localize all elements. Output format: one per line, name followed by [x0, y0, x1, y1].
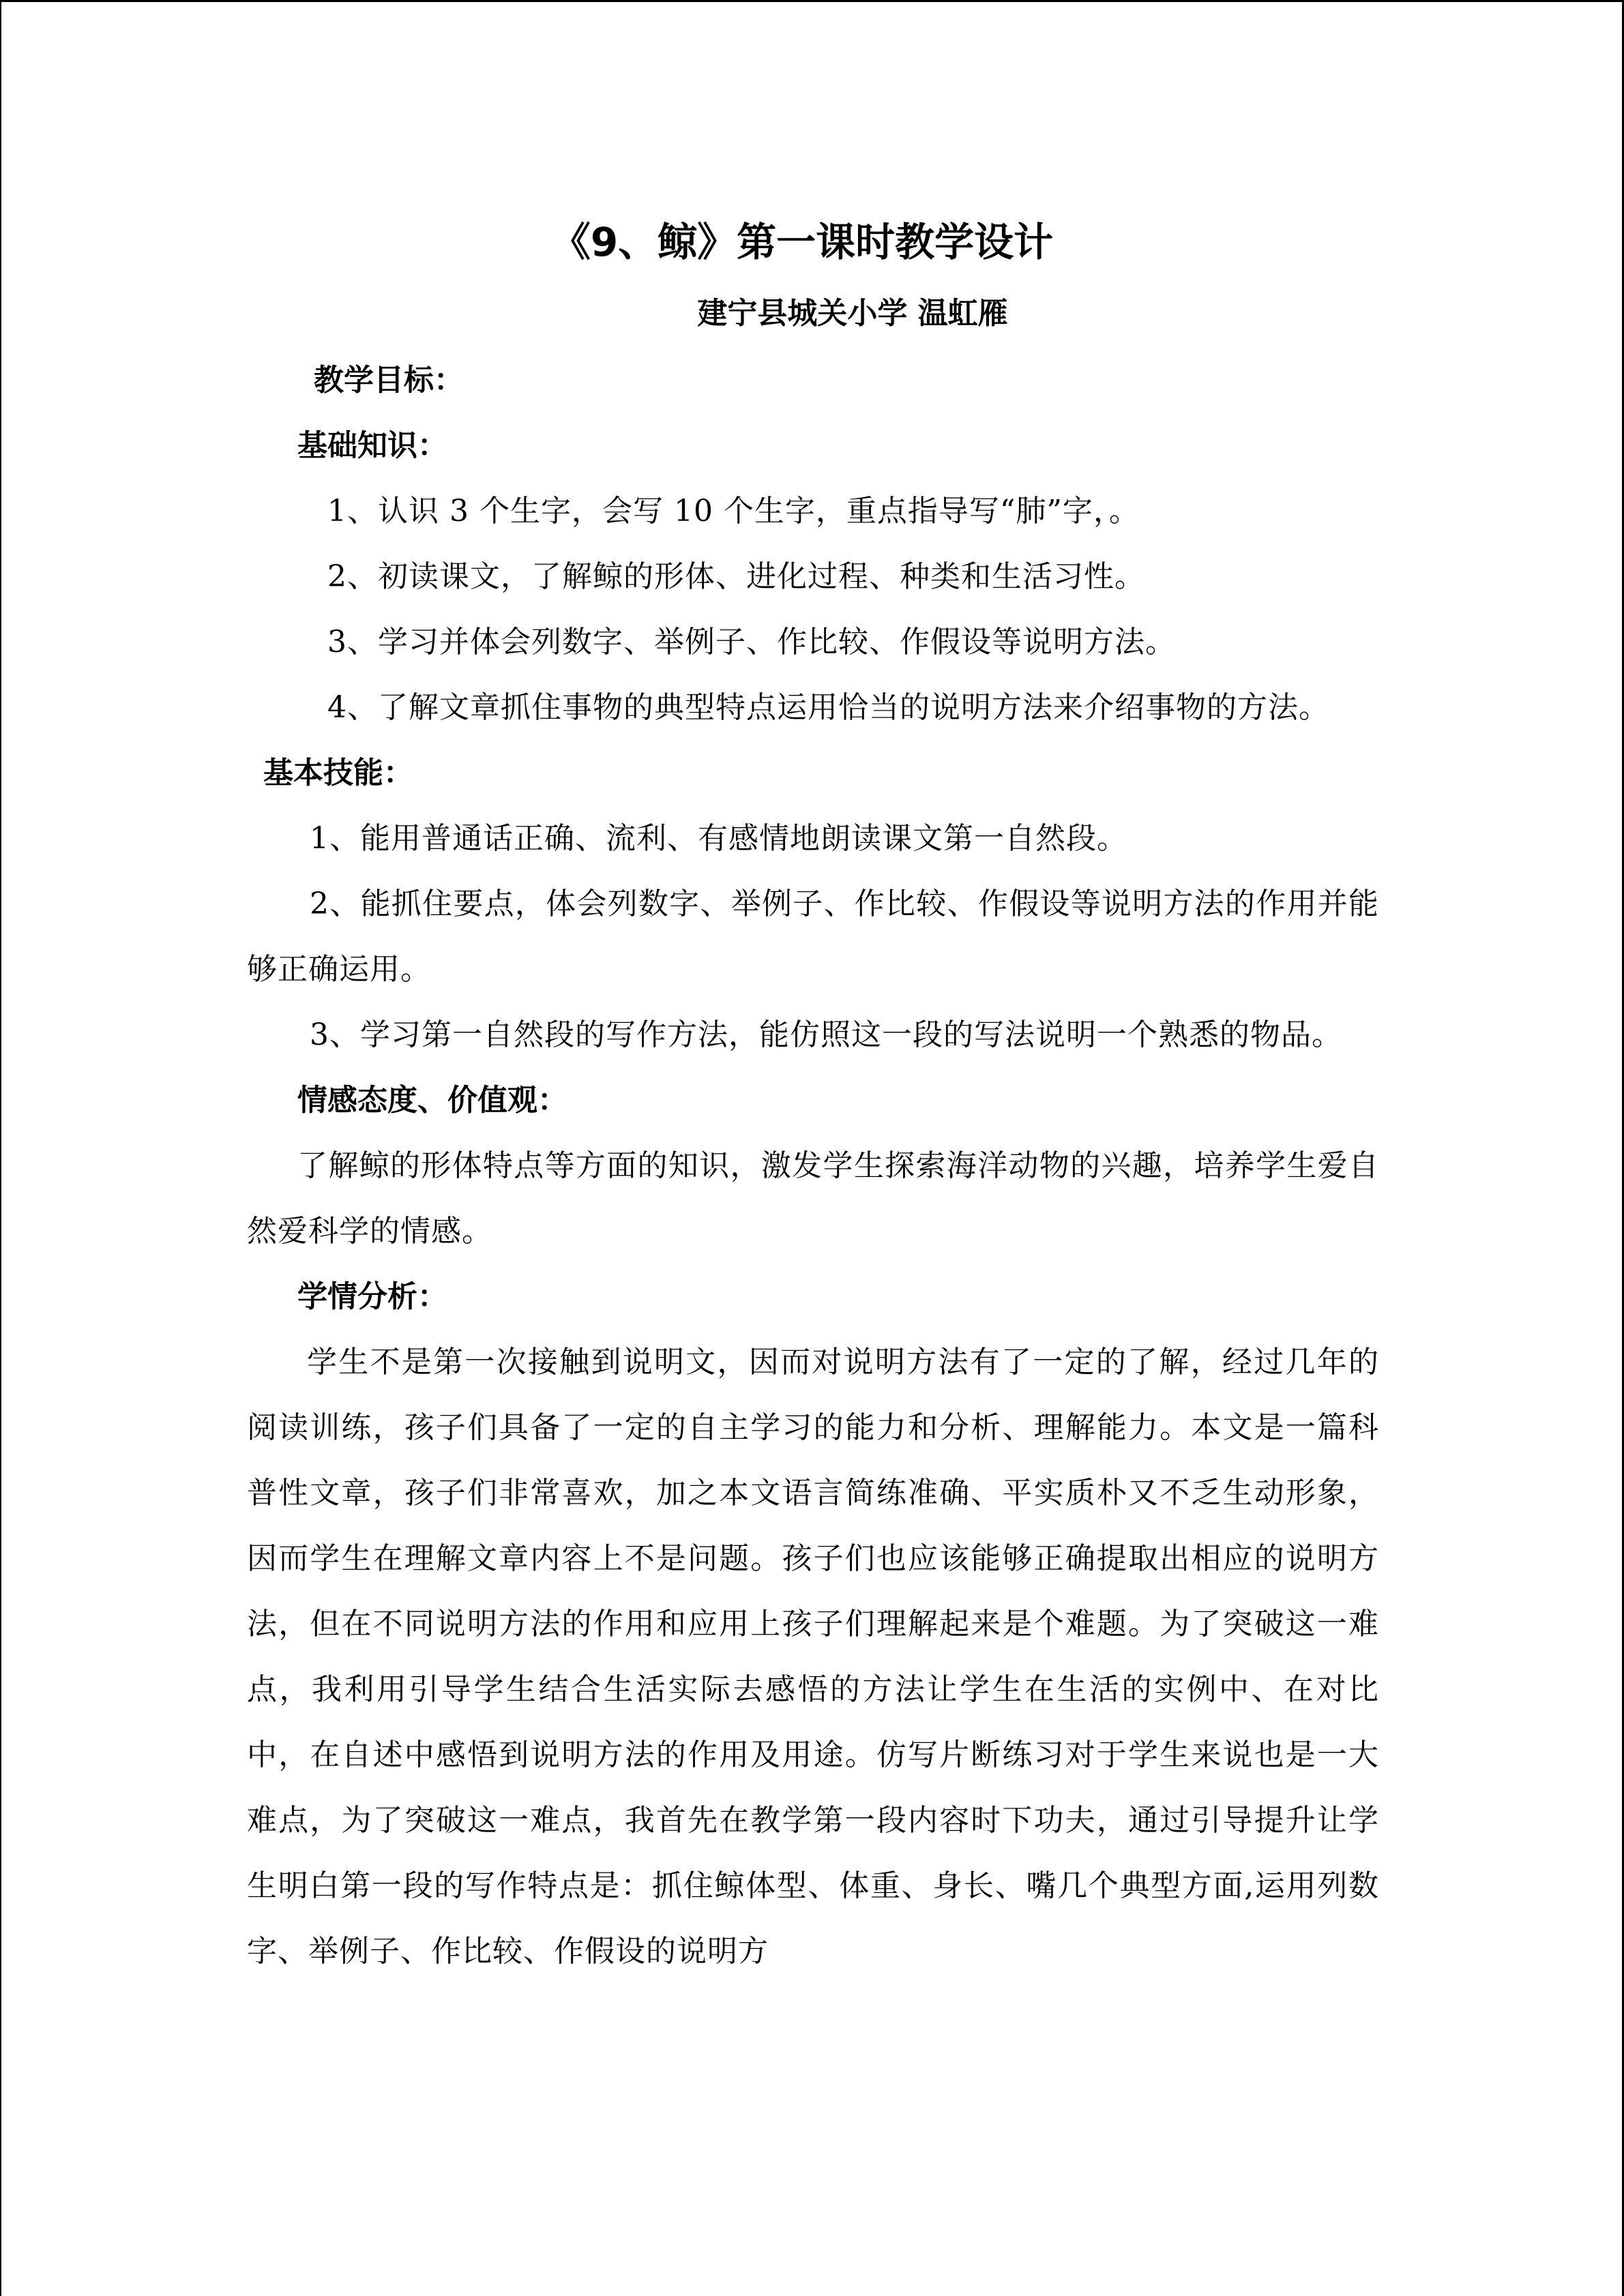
values-heading: 情感态度、价值观：	[297, 1083, 567, 1118]
goals-heading: 教学目标：	[314, 363, 464, 398]
basic-knowledge-item-2: 2、初读课文，了解鲸的形体、进化过程、种类和生活习性。	[327, 559, 1145, 594]
basic-skills-item-2: 2、能抓住要点，体会列数字、举例子、作比较、作假设等说明方法的作用并能够正确运用。	[247, 886, 1379, 987]
basic-skills-heading: 基本技能：	[263, 756, 413, 790]
basic-knowledge-heading: 基础知识：	[297, 428, 447, 463]
basic-knowledge-item-4: 4、了解文章抓住事物的典型特点运用恰当的说明方法来介绍事物的方法。	[327, 690, 1329, 725]
values-text: 了解鲸的形体特点等方面的知识，激发学生探索海洋动物的兴趣，培养学生爱自然爱科学的情感。	[247, 1148, 1379, 1249]
page-border-left	[0, 0, 1, 2296]
basic-knowledge-item-3: 3、学习并体会列数字、举例子、作比较、作假设等说明方法。	[327, 625, 1176, 659]
basic-skills-item-3: 3、学习第一自然段的写作方法，能仿照这一段的写法说明一个熟悉的物品。	[310, 1017, 1342, 1052]
author-line: 建宁县城关小学 温虹雁	[697, 296, 1008, 331]
basic-skills-item-1: 1、能用普通话正确、流利、有感情地朗读课文第一自然段。	[310, 821, 1127, 856]
analysis-text: 学生不是第一次接触到说明文，因而对说明方法有了一定的了解，经过几年的阅读训练，孩子们具备了一定的自主学习的能力和分析、理解能力。本文是一篇科普性文章，孩子们非常喜欢，加之本文语言简练准确、平实质朴又不乏生动形象，因而学生在理解文章内容上不是问题。孩子们也应该能够正确提取出相应的说明方法，但在不同说明方法的作用和应用上孩子们理解起来是个难题。为了突破这一难点，我利用引导学生结合生活实际去感悟的方法让学生在生活的实例中、在对比中，在自述中感悟到说明方法的作用及用途。仿写片断练习对于学生来说也是一大难点，为了突破这一难点，我首先在教学第一段内容时下功夫，通过引导提升让学生明白第一段的写作特点是：抓住鲸体型、体重、身长、嘴几个典型方面,运用列数字、举例子、作比较、作假设的说明方	[247, 1345, 1379, 1969]
document-title: 《9、鲸》第一课时教学设计	[550, 219, 1054, 265]
analysis-heading: 学情分析：	[297, 1279, 447, 1314]
basic-knowledge-item-1: 1、认识 3 个生字，会写 10 个生字，重点指导写“肺”字，。	[327, 494, 1140, 528]
document-page	[247, 205, 1379, 1984]
page-border-top	[0, 0, 1624, 2]
